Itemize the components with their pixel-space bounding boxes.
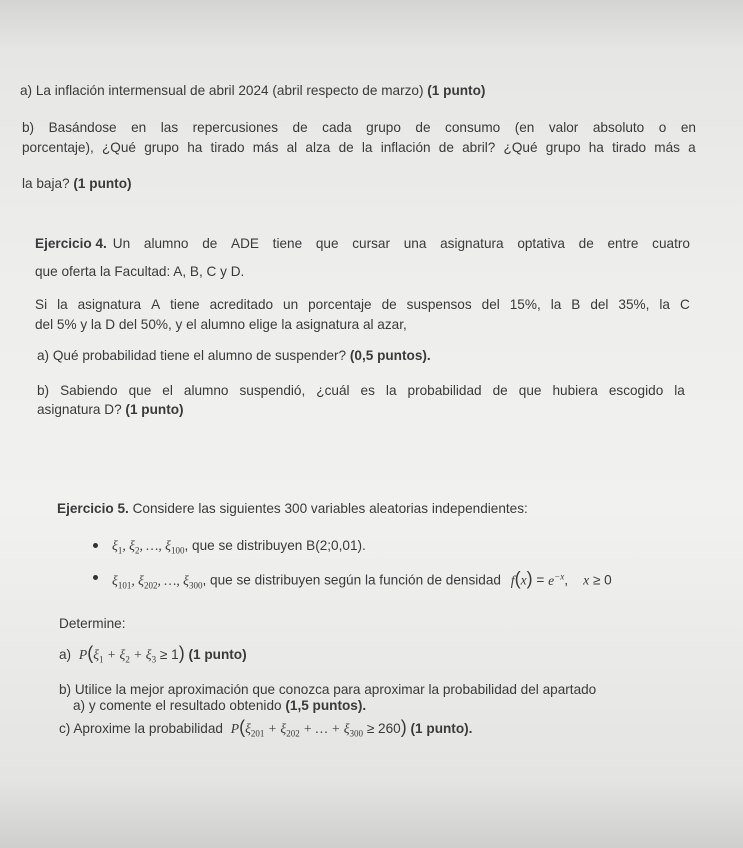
word: alza: [305, 140, 331, 155]
word: alumno: [143, 236, 189, 251]
question-a-text: a) La inflación intermensual de abril 2024 (abril respecto de marzo): [20, 83, 424, 98]
word: que: [128, 383, 152, 398]
word: es: [360, 383, 375, 398]
word: consumo: [445, 120, 501, 135]
word: las: [160, 120, 179, 135]
ejercicio-4-line-2: que oferta la Facultad: A, B, C y D.: [35, 264, 245, 279]
density-function: f: [510, 572, 515, 588]
ejercicio-5-qc-points: (1 punto).: [410, 721, 473, 736]
word: asignatura: [440, 236, 504, 251]
bullet-2: [93, 575, 98, 580]
question-b-line-3: [22, 175, 132, 192]
ejercicio-5-qb-text: a) y comente el resultado obtenido: [73, 698, 282, 713]
ejercicio-5-qa-label: a): [59, 647, 72, 662]
ejercicio-5-intro-text: Considere las siguientes 300 variables aleatorias independientes:: [132, 501, 528, 516]
word: repercusiones: [192, 120, 279, 135]
word: ¿cuál: [316, 383, 350, 398]
ejercicio-4-question-b-line-1: [37, 382, 685, 399]
probability-expression-c: P: [230, 721, 240, 736]
word: tirado: [210, 140, 245, 155]
ejercicio-5-question-b-line-2: [73, 697, 366, 714]
word: Si: [35, 297, 48, 312]
word: de: [292, 120, 308, 135]
word: la: [659, 297, 670, 312]
word: más: [654, 140, 680, 155]
question-b-points: (1 punto): [73, 176, 132, 191]
ejercicio-4-qa-text: a) Qué probabilidad tiene el alumno de suspender?: [37, 348, 347, 363]
ejercicio-5-intro: [57, 500, 528, 517]
word: más: [252, 140, 279, 155]
question-a-inflation: [20, 82, 485, 99]
word: suspendió,: [239, 383, 306, 398]
word: hubiera: [552, 383, 598, 398]
ejercicio-4-para2-line-1: [35, 296, 690, 313]
word: abril?: [462, 140, 496, 155]
ejercicio-4-question-a: [37, 347, 431, 364]
word: de: [438, 140, 454, 155]
word: en: [680, 120, 696, 135]
word: grupo: [545, 140, 581, 155]
word: (en: [514, 120, 535, 135]
word: la: [550, 297, 562, 312]
probability-expression-a: P: [78, 647, 88, 662]
word: Sabiendo: [60, 383, 118, 398]
word: entre: [607, 236, 639, 251]
word: ¿Qué: [102, 140, 136, 155]
word: probabilidad: [407, 383, 482, 398]
ejercicio-5-question-a: a) $P(\xi_1 + \xi_2 + \xi_3 \ge 1)$ (1 punto): [59, 643, 247, 665]
word: de: [381, 297, 397, 312]
bullet-1-text: , que se distribuyen B(2;0,01).: [184, 538, 366, 553]
variables-xi-101-300: $\xi_{101}$, $\xi_{202}$, …, $\xi_{300}$: [112, 572, 203, 591]
word: A: [151, 297, 161, 312]
word: ¿Qué: [503, 140, 538, 155]
ejercicio-4-para2-line-2: del 5% y la D del 50%, y el alumno elige la asignatura al azar,: [35, 317, 407, 332]
word: tiene: [170, 297, 200, 312]
bullet-1: [93, 543, 98, 548]
word: C: [679, 297, 690, 312]
word: de: [492, 383, 508, 398]
ejercicio-5-bullet-2: $\xi_{101}$, $\xi_{202}$, …, $\xi_{300}$, que se distribuyen según la función de densidad $f(x) = e^{-x}$, x ≥ 0: [112, 568, 612, 591]
word: grupo: [366, 120, 401, 135]
word: de: [415, 120, 431, 135]
word: acreditado: [209, 297, 274, 312]
word: cuatro: [652, 236, 690, 251]
bullet-2-text: , que se distribuyen según la función de densidad: [202, 572, 501, 588]
ejercicio-5-question-b-line-1: b) Utilice la mejor aproximación que conozca para aproximar la probabilidad del apartado: [59, 682, 597, 697]
word: que: [315, 236, 339, 251]
variables-xi-1-100: $\xi_1$, $\xi_2$, …, $\xi_{100}$: [112, 538, 185, 556]
word: de: [338, 140, 354, 155]
word: la: [361, 140, 373, 155]
ejercicio-4-title: Ejercicio 4.: [35, 236, 107, 251]
word: absoluto: [592, 120, 645, 135]
ejercicio-5-question-c: c) Aproxime la probabilidad $P(\xi_{201} + \xi_{202}$ + … + $\xi_{300} \ge 260$) (1 punto).: [59, 717, 473, 739]
word: la: [385, 383, 397, 398]
word: ADE: [231, 236, 259, 251]
word: a: [688, 140, 696, 155]
word: B: [571, 297, 581, 312]
ejercicio-4-qa-points: (0,5 puntos).: [349, 348, 431, 363]
word: Un: [112, 236, 131, 251]
word: grupo: [144, 140, 179, 155]
word: Basándose: [48, 120, 117, 135]
word: o: [658, 120, 667, 135]
word: b): [37, 383, 50, 398]
word: ha: [588, 140, 604, 155]
ejercicio-5-qc-text: c) Aproxime la probabilidad: [59, 721, 223, 736]
word: cada: [322, 120, 352, 135]
word: una: [403, 236, 427, 251]
word: 15%,: [509, 297, 541, 312]
word: suspensos: [406, 297, 472, 312]
word: tiene: [272, 236, 303, 251]
word: ha: [187, 140, 203, 155]
ejercicio-5-determine: Determine:: [59, 616, 126, 631]
word: al: [286, 140, 298, 155]
word: un: [283, 297, 299, 312]
ejercicio-4-line-1-words: [113, 235, 690, 252]
word: del: [590, 297, 609, 312]
word: porcentaje),: [22, 140, 94, 155]
word: inflación: [380, 140, 431, 155]
ejercicio-4-line-1: [35, 235, 690, 252]
word: alumno: [183, 383, 229, 398]
question-a-points: (1 punto): [427, 83, 486, 98]
word: escogido: [608, 383, 664, 398]
question-b-text-end: la baja?: [22, 176, 70, 191]
ejercicio-4-qb-text: asignatura D?: [37, 402, 122, 417]
word: del: [481, 297, 500, 312]
word: en: [131, 120, 147, 135]
word: b): [22, 120, 35, 135]
word: 35%,: [618, 297, 650, 312]
ejercicio-4-qb-points: (1 punto): [125, 402, 184, 417]
density-domain: x: [583, 572, 590, 588]
question-b-line-2: [22, 139, 696, 156]
word: la: [674, 383, 685, 398]
word: que: [518, 383, 542, 398]
question-b-line-1: [22, 119, 696, 136]
word: valor: [548, 120, 579, 135]
ejercicio-5-title: Ejercicio 5.: [57, 501, 129, 516]
word: de: [202, 236, 218, 251]
word: el: [162, 383, 173, 398]
word: de: [578, 236, 594, 251]
ejercicio-5-bullet-1: [112, 537, 366, 560]
word: asignatura: [77, 297, 142, 312]
word: tirado: [612, 140, 647, 155]
ejercicio-5-qa-points: (1 punto): [188, 647, 247, 662]
ejercicio-5-qb-points: (1,5 puntos).: [285, 698, 367, 713]
word: porcentaje: [308, 297, 372, 312]
word: optativa: [517, 236, 565, 251]
word: cursar: [352, 236, 391, 251]
ejercicio-4-question-b-line-2: [37, 401, 184, 418]
word: la: [57, 297, 68, 312]
